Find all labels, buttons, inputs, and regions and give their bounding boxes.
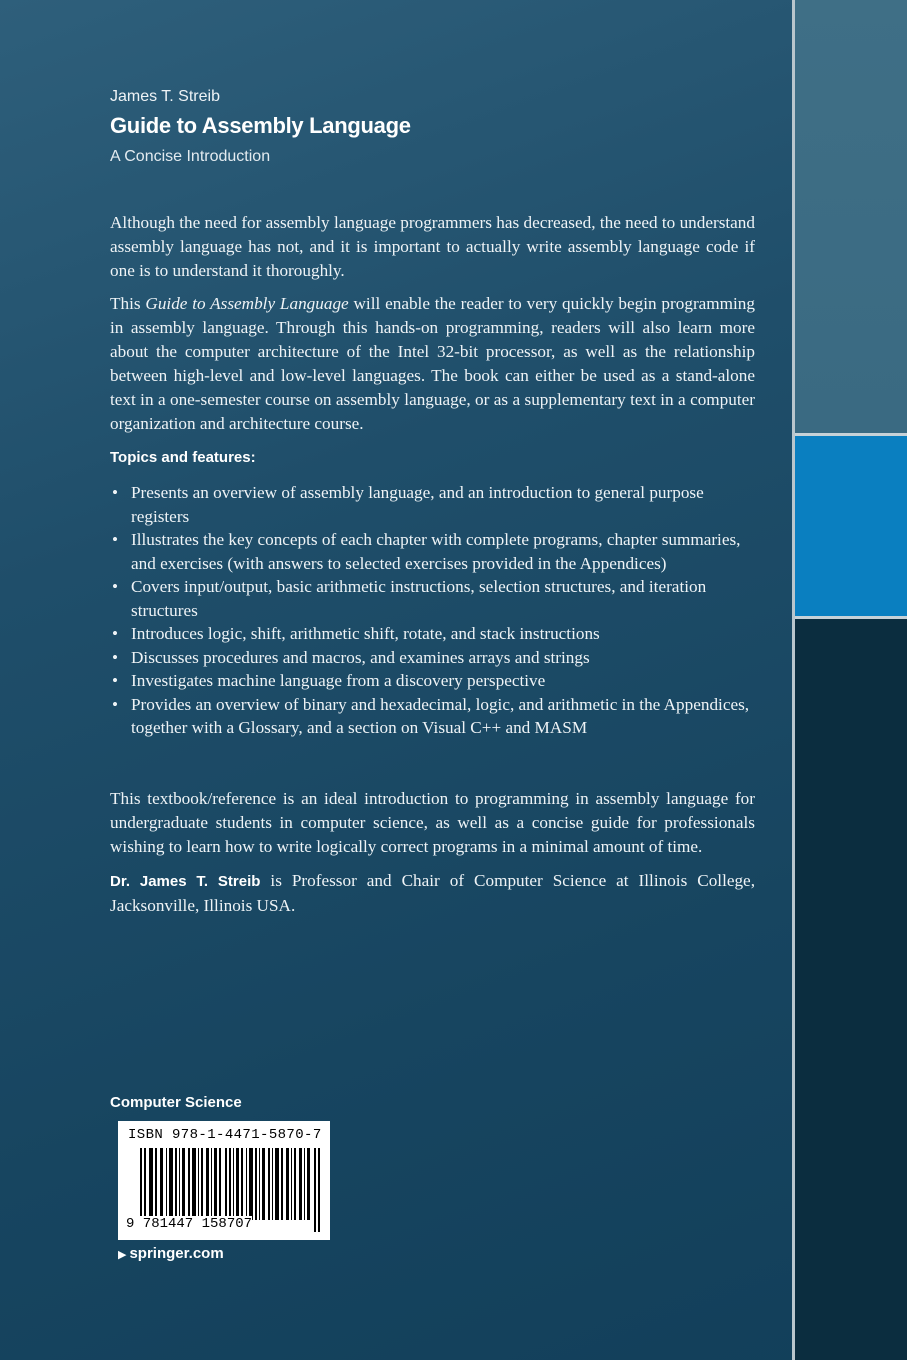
spine-band-top bbox=[795, 0, 907, 436]
subject-category: Computer Science bbox=[110, 1094, 242, 1111]
arrow-right-icon: ▶ bbox=[118, 1249, 127, 1261]
feature-item: • Provides an overview of binary and hexadecimal, logic, and arithmetic in the Appendices, together with a Glossary, and a section on Visual C++ and MASM bbox=[110, 693, 755, 740]
description-rest: will enable the reader to very quickly begin programming in assembly language. Through this hands-on programming, readers will also learn more about the computer architecture of the Intel 32-bit processor, as well as the relationship between high-level and low-level languages. The book can either be used as a stand-alone text in a one-semester course on assembly language, or as a supplementary text in a computer organization and architecture course. bbox=[110, 294, 755, 433]
bio-text: is Professor and Chair of Computer Science at Illinois College, Jacksonville, Illinois USA. bbox=[110, 871, 755, 915]
description-lead: This bbox=[110, 294, 146, 313]
feature-item: • Investigates machine language from a discovery perspective bbox=[110, 669, 755, 693]
feature-item: • Introduces logic, shift, arithmetic shift, rotate, and stack instructions bbox=[110, 622, 755, 646]
publisher-website[interactable] bbox=[118, 1245, 224, 1262]
isbn-barcode bbox=[118, 1121, 330, 1240]
topics-heading: Topics and features: bbox=[110, 449, 256, 466]
feature-item: • Covers input/output, basic arithmetic instructions, selection structures, and iteration structures bbox=[110, 575, 755, 622]
barcode-digits-text: 9 781447 158707 bbox=[126, 1216, 253, 1232]
author-name: James T. Streib bbox=[110, 88, 220, 105]
description-title-italic: Guide to Assembly Language bbox=[145, 294, 349, 313]
intro-paragraph: Although the need for assembly language programmers has decreased, the need to understand assembly language has not, and it is important to actually write assembly language code if one is to understand it thoroughly. bbox=[110, 213, 755, 280]
spine-band-blue bbox=[795, 436, 907, 616]
bio-name: Dr. James T. Streib bbox=[110, 873, 261, 890]
book-subtitle: A Concise Introduction bbox=[110, 148, 271, 165]
description-paragraph bbox=[110, 292, 755, 436]
feature-item: • Discusses procedures and macros, and examines arrays and strings bbox=[110, 646, 755, 670]
isbn-label: ISBN 978-1-4471-5870-7 bbox=[128, 1127, 322, 1143]
feature-item: • Presents an overview of assembly language, and an introduction to general purpose registers bbox=[110, 481, 755, 528]
author-bio bbox=[110, 869, 755, 918]
book-title: Guide to Assembly Language bbox=[110, 113, 411, 138]
feature-item: • Illustrates the key concepts of each chapter with complete programs, chapter summaries, and exercises (with answers to selected exercises provided in the Appendices) bbox=[110, 528, 755, 575]
website-label: springer.com bbox=[129, 1245, 224, 1262]
audience-paragraph: This textbook/reference is an ideal introduction to programming in assembly language for undergraduate students in computer science, as well as a concise guide for professionals wishing to learn how to write logically correct programs in a minimal amount of time. bbox=[110, 789, 755, 856]
barcode-digits bbox=[126, 1216, 252, 1232]
features-list bbox=[110, 481, 755, 740]
spine-band-dark bbox=[795, 619, 907, 1360]
